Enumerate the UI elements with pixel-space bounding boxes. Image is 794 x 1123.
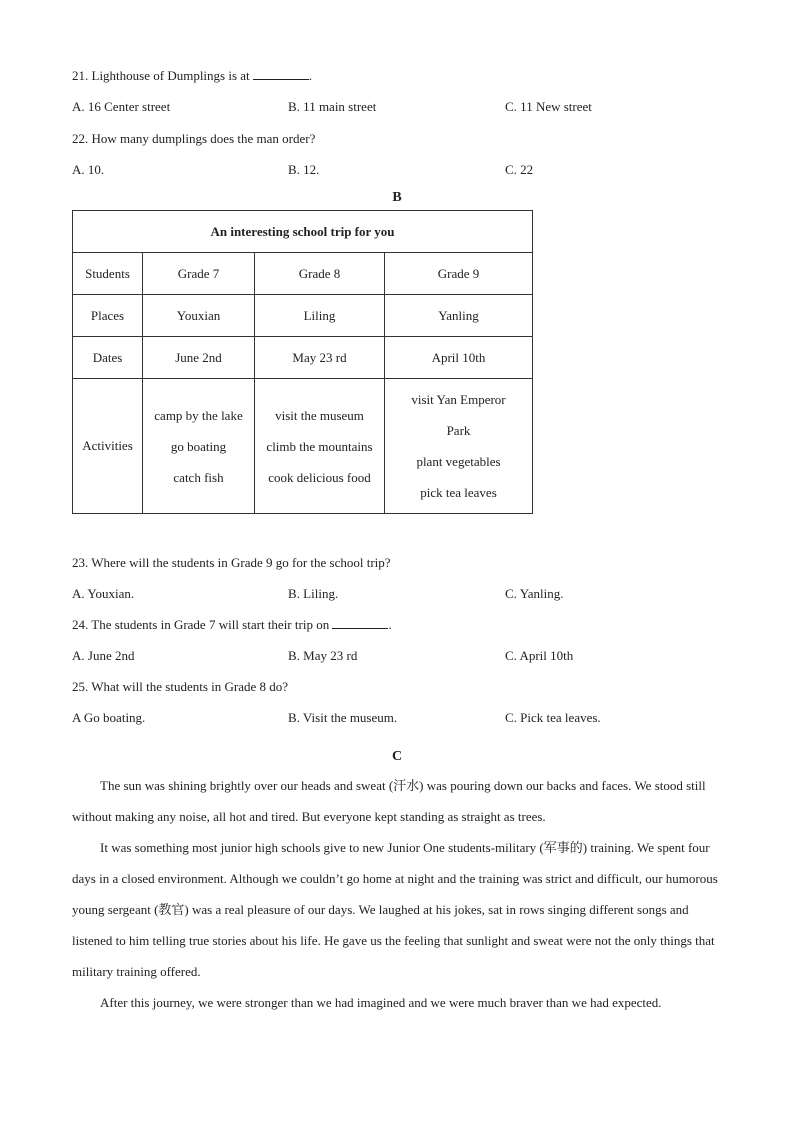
row-label: Activities <box>73 379 143 514</box>
activity-item: visit the museum <box>275 407 364 423</box>
reading-passage <box>72 770 722 1018</box>
question-24-end: . <box>388 617 392 632</box>
table-cell: Liling <box>255 295 385 337</box>
activity-item: pick tea leaves <box>420 485 497 500</box>
activities-grade-8 <box>255 379 385 514</box>
question-24 <box>72 617 392 633</box>
option-c: C. 11 New street <box>505 99 592 114</box>
question-22-stem: 22. How many dumplings does the man order? <box>72 131 316 146</box>
question-21-stem: 21. Lighthouse of Dumplings is at <box>72 68 250 83</box>
table-cell: Grade 8 <box>255 253 385 295</box>
option-a: A. Youxian. <box>72 586 135 601</box>
table-cell: Yanling <box>385 295 533 337</box>
option-c: C. April 10th <box>505 648 574 663</box>
activities-grade-7 <box>143 379 255 514</box>
option-a: A. June 2nd <box>72 648 135 663</box>
option-b: B. Liling. <box>288 586 339 601</box>
activity-item: plant vegetables <box>416 454 501 469</box>
table-cell: Grade 9 <box>385 253 533 295</box>
school-trip-table <box>72 210 533 514</box>
table-row-activities <box>73 379 533 514</box>
option-a: A. 10. <box>72 162 105 177</box>
row-label: Places <box>73 295 143 337</box>
passage-paragraph: The sun was shining brightly over our heads and sweat (汗水) was pouring down our backs and faces. We stood still without making any noise, all hot and tired. But everyone kept standing as straight as trees. <box>72 778 706 824</box>
table-row-places <box>73 295 533 337</box>
question-25-stem: 25. What will the students in Grade 8 do? <box>72 679 289 694</box>
activity-item: catch fish <box>173 469 224 485</box>
row-label: Students <box>73 253 143 295</box>
table-row-dates <box>73 337 533 379</box>
passage-paragraph: It was something most junior high schools give to new Junior One students-military (军事的) training. We spent four days in a closed environment. Although we couldn’t go home at night and the training was strict and difficult, our humorous young sergeant (教官) was a real pleasure of our days. We laughed at his jokes, sat in rows singing different songs and listened to him telling true stories about his life. He gave us the feeling that sunlight and sweat were not the only things that military training offered. <box>72 840 718 979</box>
option-c: C. Yanling. <box>505 586 564 601</box>
table-cell: Youxian <box>143 295 255 337</box>
section-c-heading: C <box>391 749 403 764</box>
option-b: B. Visit the museum. <box>288 710 398 725</box>
table-cell: Grade 7 <box>143 253 255 295</box>
option-b: B. May 23 rd <box>288 648 358 663</box>
activity-item: camp by the lake <box>154 407 243 423</box>
activity-item: cook delicious food <box>268 469 371 485</box>
answer-blank <box>253 68 309 80</box>
answer-blank <box>332 617 388 629</box>
activity-item: Park <box>446 423 471 438</box>
question-24-stem: 24. The students in Grade 7 will start their trip on <box>72 617 330 632</box>
table-title: An interesting school trip for you <box>73 211 533 253</box>
option-b: B. 11 main street <box>288 99 377 114</box>
activity-item: climb the mountains <box>266 438 373 454</box>
option-c: C. Pick tea leaves. <box>505 710 601 725</box>
option-c: C. 22 <box>505 162 534 177</box>
table-cell: June 2nd <box>143 337 255 379</box>
row-label: Dates <box>73 337 143 379</box>
activity-item: visit Yan Emperor <box>411 392 506 407</box>
table-cell: April 10th <box>385 337 533 379</box>
activities-grade-9 <box>385 379 533 514</box>
question-23-stem: 23. Where will the students in Grade 9 go for the school trip? <box>72 555 391 570</box>
table-row-students <box>73 253 533 295</box>
question-21 <box>72 68 312 84</box>
option-b: B. 12. <box>288 162 320 177</box>
section-b-heading: B <box>392 190 402 205</box>
question-21-end: . <box>308 68 313 83</box>
activity-item: go boating <box>170 438 227 454</box>
option-a: A. 16 Center street <box>72 99 171 114</box>
table-cell: May 23 rd <box>255 337 385 379</box>
passage-paragraph: After this journey, we were stronger than we had imagined and we were much braver than we had expected. <box>100 995 662 1010</box>
option-a: A Go boating. <box>72 710 146 725</box>
